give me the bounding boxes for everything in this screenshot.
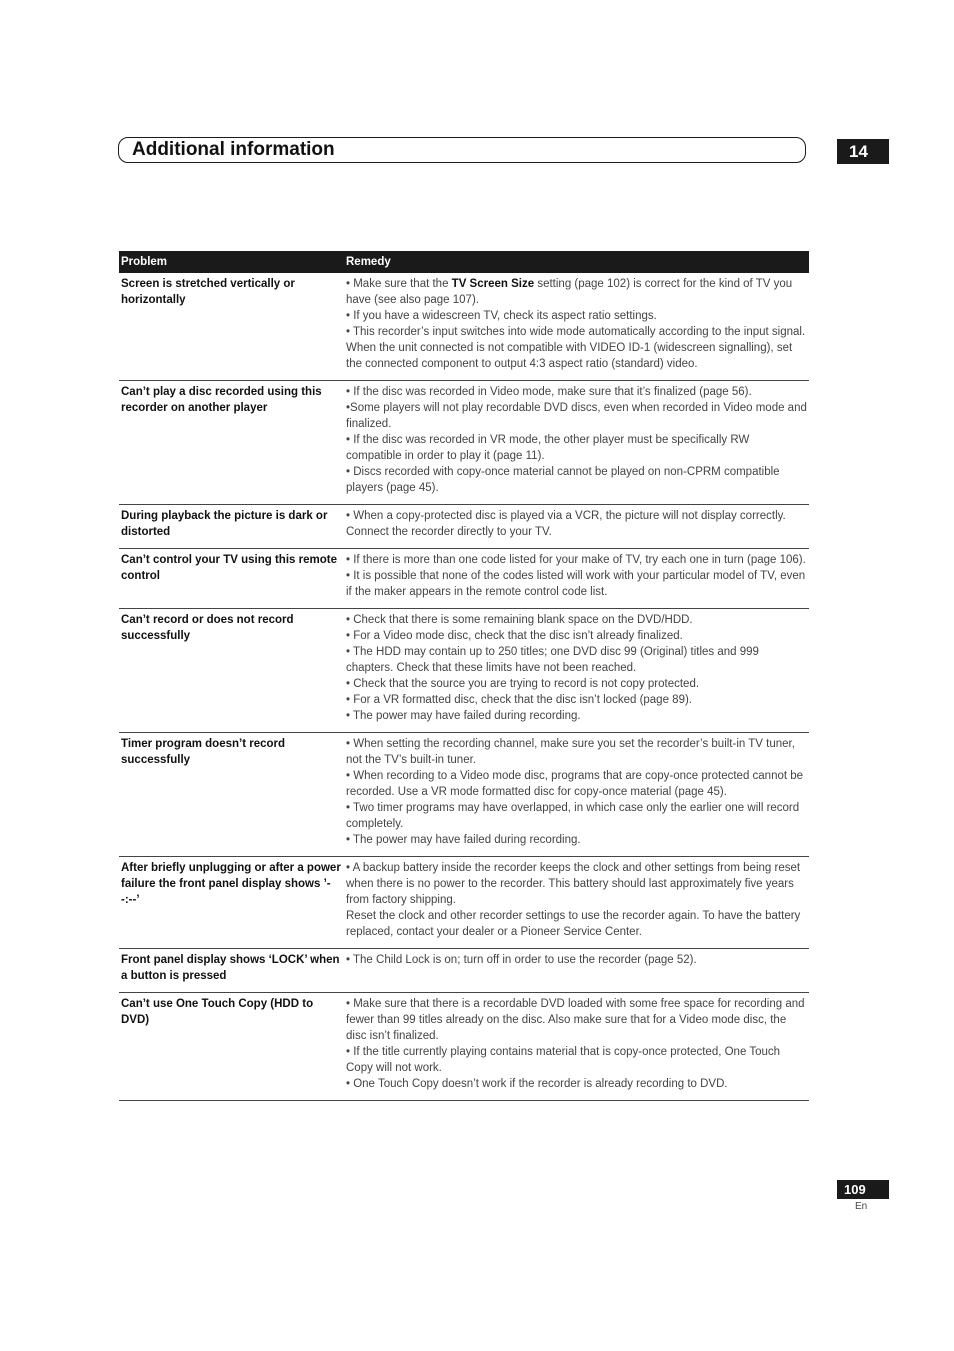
remedy-cell xyxy=(344,733,809,857)
remedy-text: • This recorder’s input switches into wide mode automatically according to the input signal. When the unit connected is not compatible with VIDEO ID-1 (widescreen signalling), set the connected component to output 4:3 aspect ratio (standard) video. xyxy=(346,326,806,370)
remedy-text: • It is possible that none of the codes listed will work with your particular model of TV, even if the maker appears in the remote control code list. xyxy=(346,570,806,598)
remedy-item xyxy=(346,384,807,400)
remedy-item xyxy=(346,464,807,496)
remedy-text: • The HDD may contain up to 250 titles; one DVD disc 99 (Original) titles and 999 chapters. Check that these limits have not been reached. xyxy=(346,646,759,674)
table-row xyxy=(119,733,809,857)
remedy-item xyxy=(346,612,807,628)
remedy-item xyxy=(346,644,807,676)
table-row xyxy=(119,609,809,733)
remedy-item xyxy=(346,308,807,324)
remedy-item xyxy=(346,832,807,848)
remedy-cell xyxy=(344,949,809,993)
remedy-text: • Make sure that there is a recordable DVD loaded with some free space for recording and fewer than 99 titles already on the disc. Also make sure that for a Video mode disc, the disc isn’t finalized. xyxy=(346,998,805,1042)
remedy-text: • Check that the source you are trying to record is not copy protected. xyxy=(346,678,700,690)
table-body xyxy=(119,273,809,1101)
remedy-item xyxy=(346,508,807,540)
column-header-problem: Problem xyxy=(119,251,344,273)
remedy-text: • If you have a widescreen TV, check its aspect ratio settings. xyxy=(346,310,657,322)
remedy-cell xyxy=(344,993,809,1101)
remedy-item xyxy=(346,676,807,692)
page-number: 109 xyxy=(837,1180,889,1199)
remedy-item xyxy=(346,952,807,968)
remedy-item xyxy=(346,800,807,832)
remedy-cell xyxy=(344,505,809,549)
remedy-item xyxy=(346,708,807,724)
remedy-text: • If the title currently playing contains material that is copy-once protected, One Touch Copy will not work. xyxy=(346,1046,781,1074)
remedy-text: • The power may have failed during recording. xyxy=(346,834,581,846)
table-row xyxy=(119,381,809,505)
remedy-text: • The Child Lock is on; turn off in order to use the recorder (page 52). xyxy=(346,954,697,966)
remedy-text: • A backup battery inside the recorder keeps the clock and other settings from being reset when there is no power to the recorder. This battery should last approximately five years from factory shipping. xyxy=(346,862,801,906)
remedy-text: •Some players will not play recordable DVD discs, even when recorded in Video mode and finalized. xyxy=(346,402,807,430)
remedy-text: • If the disc was recorded in VR mode, the other player must be specifically RW compatible in order to play it (page 11). xyxy=(346,434,750,462)
remedy-item xyxy=(346,1044,807,1076)
remedy-item xyxy=(346,736,807,768)
remedy-item xyxy=(346,628,807,644)
remedy-text: Reset the clock and other recorder settings to use the recorder again. To have the battery replaced, contact your dealer or a Pioneer Service Center. xyxy=(346,910,801,938)
problem-cell: Can’t record or does not record successfully xyxy=(119,609,344,733)
remedy-item xyxy=(346,276,807,308)
remedy-item xyxy=(346,552,807,568)
remedy-item xyxy=(346,996,807,1044)
problem-cell: After briefly unplugging or after a power failure the front panel display shows ’--:--’ xyxy=(119,857,344,949)
table-row xyxy=(119,505,809,549)
remedy-text: • When a copy-protected disc is played via a VCR, the picture will not display correctly. Connect the recorder directly to your TV. xyxy=(346,510,786,538)
problem-cell: Screen is stretched vertically or horizontally xyxy=(119,273,344,381)
problem-cell: Can’t play a disc recorded using this recorder on another player xyxy=(119,381,344,505)
remedy-text: setting (page 102) is correct for the kind of TV you have (see also page 107). xyxy=(346,278,793,306)
remedy-item xyxy=(346,432,807,464)
remedy-text: • Make sure that the xyxy=(346,278,452,290)
remedy-cell xyxy=(344,609,809,733)
language-code: En xyxy=(855,1201,868,1212)
problem-cell: Timer program doesn’t record successfully xyxy=(119,733,344,857)
setting-name: TV Screen Size xyxy=(451,278,535,290)
column-header-remedy: Remedy xyxy=(344,251,809,273)
remedy-text: • One Touch Copy doesn’t work if the recorder is already recording to DVD. xyxy=(346,1078,728,1090)
remedy-item xyxy=(346,692,807,708)
remedy-cell xyxy=(344,381,809,505)
remedy-item xyxy=(346,908,807,940)
table-row xyxy=(119,993,809,1101)
remedy-item xyxy=(346,568,807,600)
remedy-text: • The power may have failed during recording. xyxy=(346,710,581,722)
remedy-text: • If there is more than one code listed for your make of TV, try each one in turn (page 106). xyxy=(346,554,806,566)
remedy-text: • If the disc was recorded in Video mode, make sure that it’s finalized (page 56). xyxy=(346,386,752,398)
problem-cell: Can’t control your TV using this remote control xyxy=(119,549,344,609)
remedy-cell xyxy=(344,549,809,609)
table-row xyxy=(119,273,809,381)
chapter-number-badge: 14 xyxy=(837,139,889,164)
remedy-cell xyxy=(344,857,809,949)
table-header-row xyxy=(119,251,809,273)
remedy-text: • Check that there is some remaining blank space on the DVD/HDD. xyxy=(346,614,693,626)
section-header xyxy=(118,137,806,163)
remedy-text: • When recording to a Video mode disc, programs that are copy-once protected cannot be recorded. Use a VR mode formatted disc for copy-once material (page 45). xyxy=(346,770,804,798)
troubleshooting-table xyxy=(119,251,809,1101)
remedy-text: • Two timer programs may have overlapped, in which case only the earlier one will record completely. xyxy=(346,802,800,830)
problem-cell: During playback the picture is dark or distorted xyxy=(119,505,344,549)
remedy-text: • For a Video mode disc, check that the disc isn’t already finalized. xyxy=(346,630,683,642)
table-row xyxy=(119,857,809,949)
remedy-item xyxy=(346,400,807,432)
remedy-item xyxy=(346,324,807,372)
remedy-item xyxy=(346,768,807,800)
remedy-item xyxy=(346,1076,807,1092)
remedy-text: • Discs recorded with copy-once material cannot be played on non-CPRM compatible players (page 45). xyxy=(346,466,780,494)
problem-cell: Can’t use One Touch Copy (HDD to DVD) xyxy=(119,993,344,1101)
table-row xyxy=(119,549,809,609)
section-title: Additional information xyxy=(132,139,335,160)
problem-cell: Front panel display shows ‘LOCK’ when a button is pressed xyxy=(119,949,344,993)
remedy-cell xyxy=(344,273,809,381)
remedy-text: • When setting the recording channel, make sure you set the recorder’s built-in TV tuner, not the TV’s built-in tuner. xyxy=(346,738,795,766)
remedy-item xyxy=(346,860,807,908)
table-row xyxy=(119,949,809,993)
remedy-text: • For a VR formatted disc, check that the disc isn’t locked (page 89). xyxy=(346,694,692,706)
